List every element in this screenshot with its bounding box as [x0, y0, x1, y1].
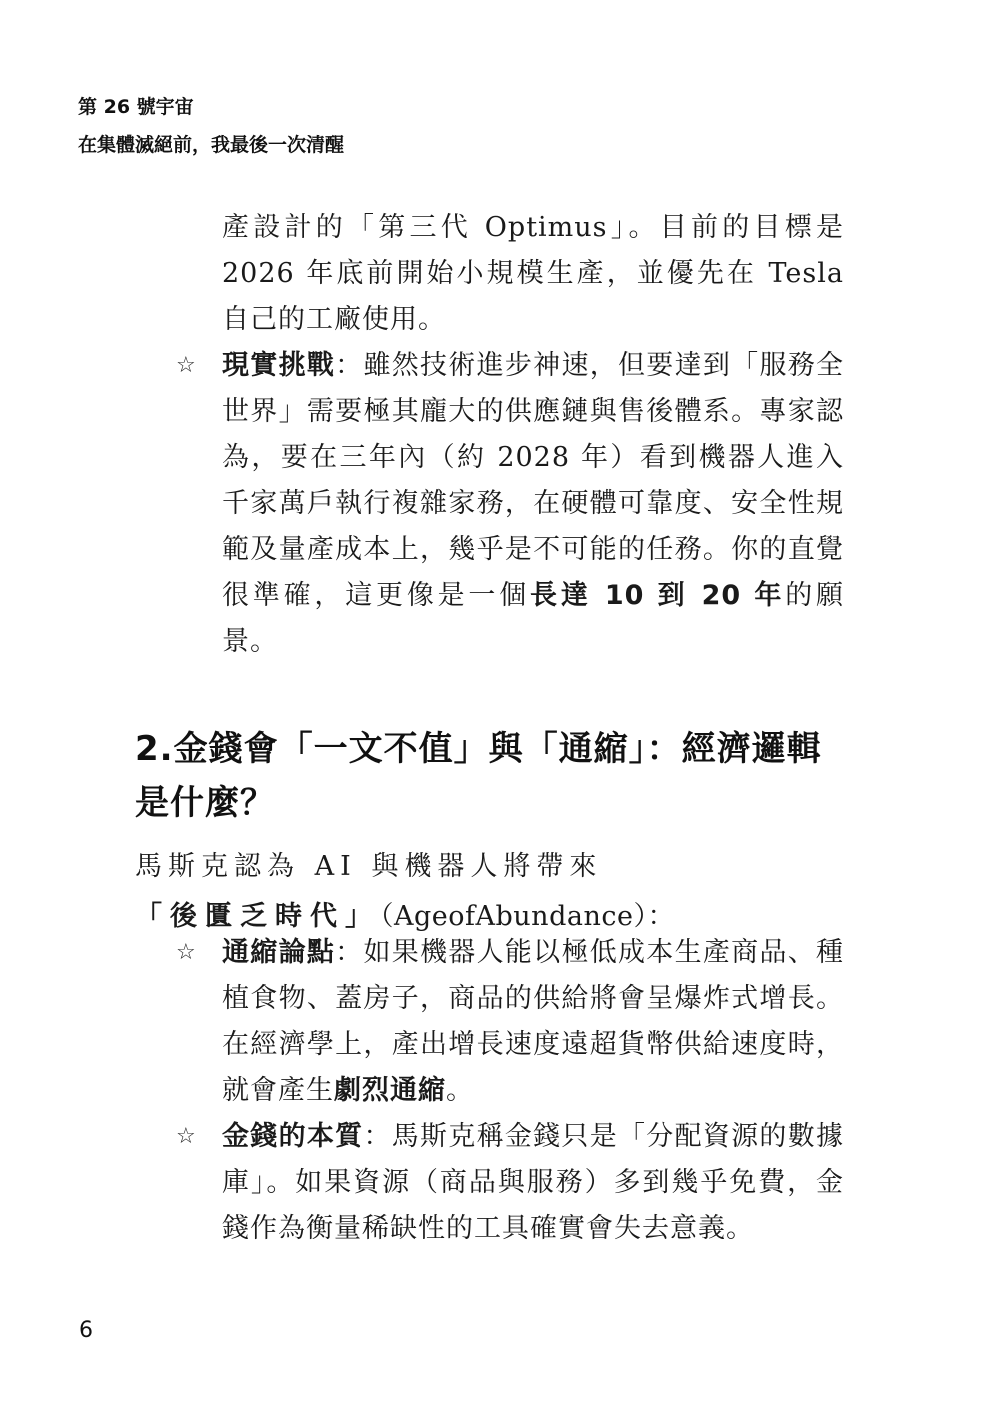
bullet-deflation: [176, 930, 845, 1114]
running-header: [78, 88, 344, 164]
bullet-text-end: 。: [446, 1075, 474, 1106]
intro-english-term: （AgeofAbundance）：: [380, 901, 675, 932]
bullet-emphasis: 長達 10 到 20 年: [530, 580, 786, 611]
body-text-block-2: [176, 930, 845, 1252]
bullet-term: 金錢的本質: [222, 1121, 364, 1152]
bullet-term: 通縮論點: [222, 937, 336, 968]
star-icon: ☆: [176, 1124, 197, 1149]
bullet-text-end: 的願景。: [222, 580, 845, 657]
intro-paragraph: [135, 842, 847, 942]
intro-term: 「後匱乏時代」: [135, 901, 380, 932]
section-heading: 2.金錢會「一文不值」與「通縮」：經濟邏輯是什麼？: [135, 729, 822, 823]
intro-text: 馬斯克認為 AI 與機器人將帶來: [135, 851, 603, 882]
star-icon: ☆: [176, 353, 197, 378]
star-icon: ☆: [176, 940, 197, 965]
bullet-text: ：如果機器人能以極低成本生產商品、種植食物、蓋房子，商品的供給將會呈爆炸式增長。在經濟學上，產出增長速度遠超貨幣供給速度時，就會產生: [222, 937, 845, 1106]
bullet-reality-challenge: [176, 343, 845, 665]
book-subtitle: 在集體滅絕前，我最後一次清醒: [78, 134, 345, 156]
body-text-block-1: [176, 205, 845, 665]
bullet-term: 現實挑戰: [222, 350, 336, 381]
bullet-emphasis: 劇烈通縮: [334, 1075, 446, 1106]
continuation-paragraph: 產設計的「第三代 Optimus」。目前的目標是 2026 年底前開始小規模生產，並優先在 Tesla 自己的工廠使用。: [222, 212, 844, 335]
bullet-money-nature: [176, 1114, 845, 1252]
bullet-text: ：雖然技術進步神速，但要達到「服務全世界」需要極其龐大的供應鏈與售後體系。專家認為，要在三年內（約 2028 年）看到機器人進入千家萬戶執行複雜家務，在硬體可靠度、安全性規範及量產成本上，幾乎是不可能的任務。你的直覺很準確，這更像是一個: [222, 350, 845, 611]
book-title: 第 26 號宇宙: [78, 96, 194, 118]
bullet-text: ：馬斯克稱金錢只是「分配資源的數據庫」。如果資源（商品與服務）多到幾乎免費，金錢作為衡量稀缺性的工具確實會失去意義。: [222, 1121, 845, 1244]
page-number: 6: [79, 1318, 93, 1343]
